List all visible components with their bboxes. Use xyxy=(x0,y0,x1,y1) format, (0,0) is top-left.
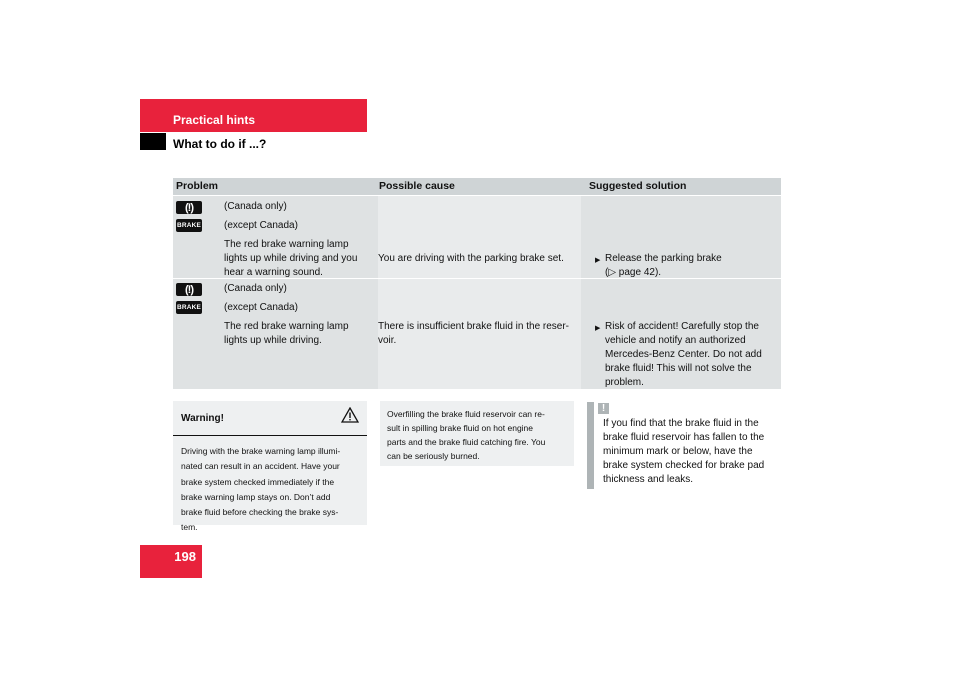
divider xyxy=(173,435,367,436)
solution-text: vehicle and notify an authorized xyxy=(605,335,746,346)
subsection-title: What to do if ...? xyxy=(173,137,267,151)
cause-cell xyxy=(378,196,581,278)
icon-label: (Canada only) xyxy=(224,283,287,294)
subsection-marker xyxy=(140,133,166,150)
problem-cell xyxy=(173,196,376,278)
warning-continuation-text: Overfilling the brake fluid reservoir can re- sult in spilling brake fluid on hot engine parts and the brake fluid catching fire. You can be seriously burned. xyxy=(387,409,546,461)
section-title: Practical hints xyxy=(173,113,256,127)
problem-text: lights up while driving. xyxy=(224,335,322,346)
page-number: 198 xyxy=(174,549,196,564)
problem-text: hear a warning sound. xyxy=(224,267,323,278)
warning-triangle-icon xyxy=(341,407,359,428)
column-header-solution: Suggested solution xyxy=(589,180,687,192)
solution-text: brake fluid! This will not solve the xyxy=(605,363,752,374)
note-text: If you find that the brake fluid in the brake fluid reservoir has fallen to the minimum mark or below, have the brake system checked for brake pad thickness and leaks. xyxy=(603,418,765,485)
problem-cell xyxy=(173,279,376,389)
page-number-box xyxy=(140,545,202,578)
icon-label: (except Canada) xyxy=(224,302,298,313)
table-row xyxy=(173,195,781,278)
warning-text: Driving with the brake warning lamp illumi- nated can result in an accident. Have your brake system checked immediately if the brake warning lamp stays on. Don’t add brake fluid before checking the brake sys- tem. xyxy=(181,446,341,533)
solution-text: Mercedes-Benz Center. Do not add xyxy=(605,349,762,360)
brake-circle-icon: (!) xyxy=(176,283,202,296)
cause-text: voir. xyxy=(378,335,397,346)
note-exclamation-icon: ! xyxy=(598,403,609,414)
table-row xyxy=(173,278,781,389)
icon-label: (Canada only) xyxy=(224,201,287,212)
icon-label: (except Canada) xyxy=(224,220,298,231)
bullet-arrow-icon: ▶ xyxy=(595,325,601,332)
column-header-problem: Problem xyxy=(176,180,219,192)
solution-text: Risk of accident! Carefully stop the xyxy=(605,321,759,332)
note-bar xyxy=(587,402,594,489)
cause-text: You are driving with the parking brake set. xyxy=(378,253,564,264)
solution-text: problem. xyxy=(605,377,644,388)
brake-circle-icon: (!) xyxy=(176,201,202,214)
solution-cell xyxy=(583,196,781,278)
problem-text: The red brake warning lamp xyxy=(224,239,349,250)
cause-cell xyxy=(378,279,581,389)
table-header xyxy=(173,178,781,195)
solution-text: Release the parking brake xyxy=(605,253,722,264)
brake-text-icon: BRAKE xyxy=(176,301,202,314)
troubleshooting-table xyxy=(173,178,781,389)
warning-title: Warning! xyxy=(181,413,224,424)
warning-box xyxy=(173,401,367,533)
solution-cell xyxy=(583,279,781,389)
cause-text: There is insufficient brake fluid in the reser- xyxy=(378,321,570,332)
brake-text-icon: BRAKE xyxy=(176,219,202,232)
warning-continuation-box xyxy=(380,401,574,466)
bullet-arrow-icon: ▶ xyxy=(595,257,601,264)
solution-text: (▷ page 42). xyxy=(605,267,662,278)
problem-text: The red brake warning lamp xyxy=(224,321,349,332)
problem-text: lights up while driving and you xyxy=(224,253,358,264)
column-header-cause: Possible cause xyxy=(379,180,455,192)
